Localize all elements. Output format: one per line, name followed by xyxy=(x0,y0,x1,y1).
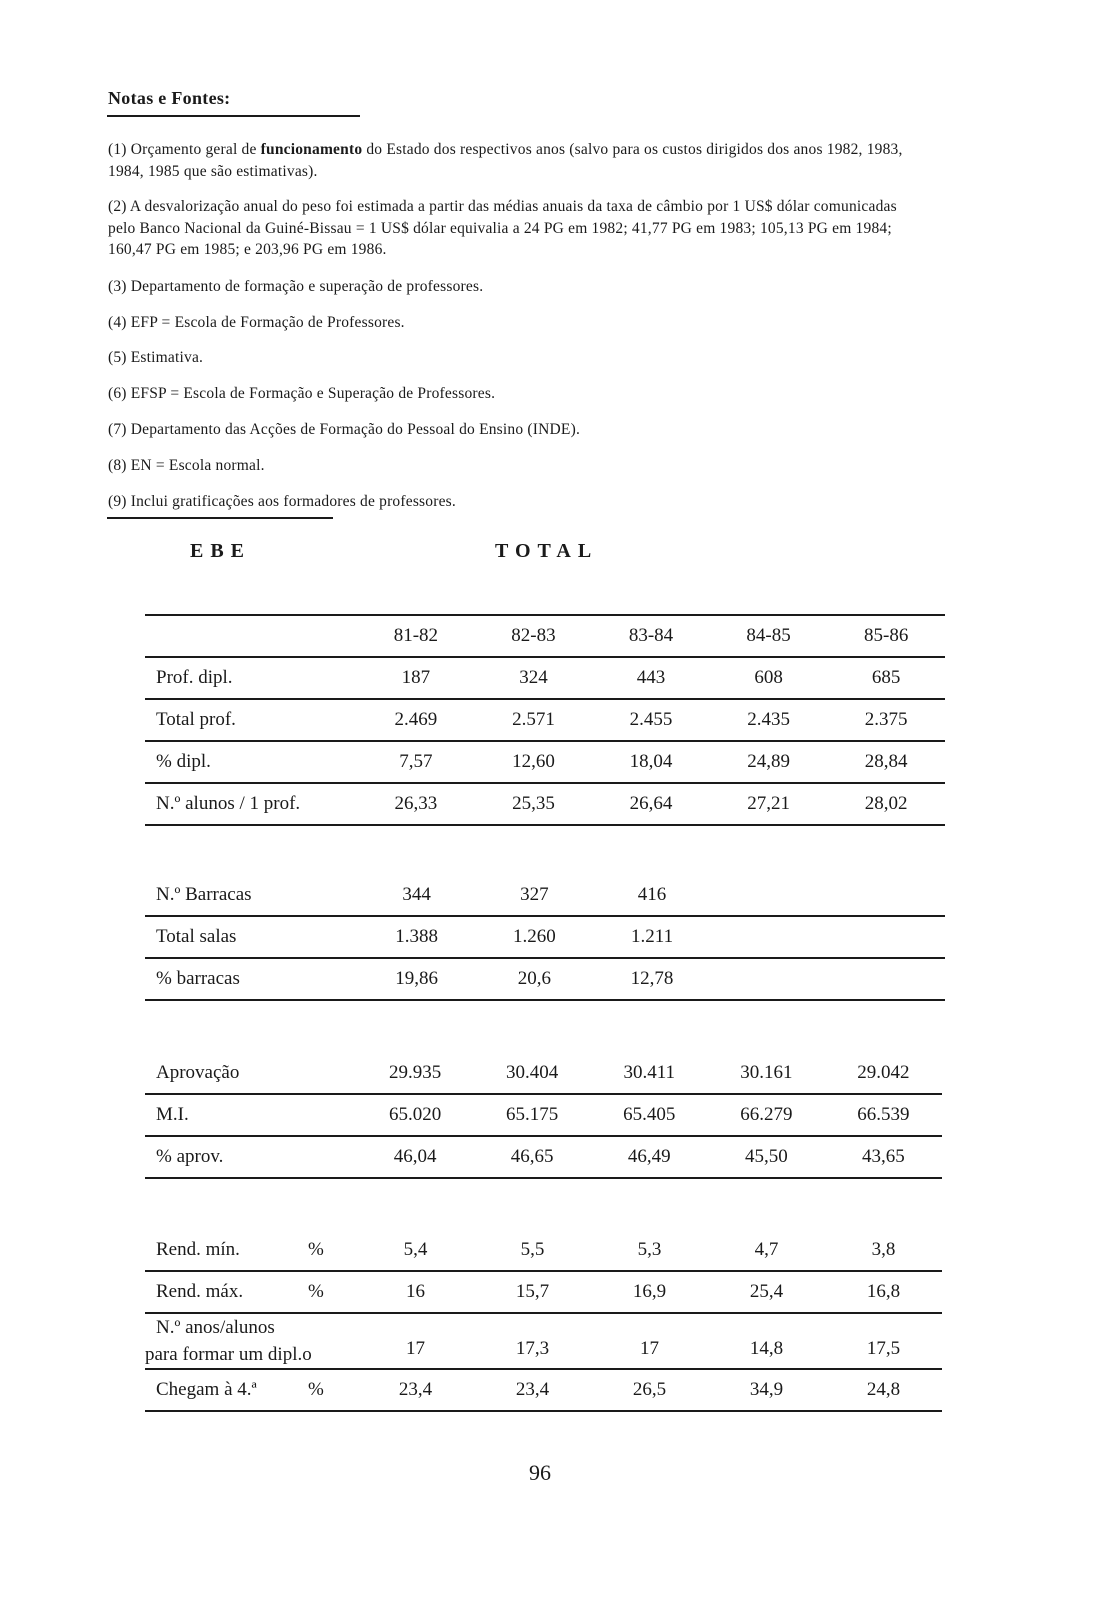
table-cell: 14,8 xyxy=(708,1313,825,1369)
table-row xyxy=(145,783,945,825)
table-cell: 5,5 xyxy=(474,1230,591,1271)
unit-label: % xyxy=(308,1379,324,1400)
row-label: % dipl. xyxy=(145,741,357,783)
table-cell xyxy=(711,875,828,916)
table-cell: 81-82 xyxy=(357,615,475,657)
table-cell: 30.161 xyxy=(708,1053,825,1094)
row-label: Total salas xyxy=(145,916,358,958)
table-cell: 66.539 xyxy=(825,1094,942,1136)
table-cell: 26,33 xyxy=(357,783,475,825)
note-1 xyxy=(108,139,903,182)
table-cell: 416 xyxy=(593,875,711,916)
table-cell: 19,86 xyxy=(358,958,476,1000)
table-cell: 85-86 xyxy=(827,615,945,657)
note-text: do Estado dos respectivos anos (salvo para os custos dirigidos dos anos 1982, 1983, 1984, 1985 que são estimativas). xyxy=(108,141,903,180)
unit-label: % xyxy=(308,1239,324,1260)
table-cell: 18,04 xyxy=(592,741,710,783)
page-number: 96 xyxy=(529,1460,551,1485)
table-cell: 28,84 xyxy=(827,741,945,783)
table-cell: 20,6 xyxy=(475,958,593,1000)
table-cell: 46,04 xyxy=(357,1136,474,1178)
table-cell: 5,3 xyxy=(591,1230,708,1271)
table-cell: 7,57 xyxy=(357,741,475,783)
table-row xyxy=(145,1230,942,1271)
table-cell: 65.020 xyxy=(357,1094,474,1136)
table-row xyxy=(145,958,945,1000)
table-row xyxy=(145,615,945,657)
table-cell: 30.404 xyxy=(474,1053,591,1094)
table-cell: 16,8 xyxy=(825,1271,942,1313)
table-cell xyxy=(828,875,945,916)
table-row xyxy=(145,916,945,958)
table-row xyxy=(145,741,945,783)
table-cell: 28,02 xyxy=(827,783,945,825)
note-text: (1) Orçamento geral de xyxy=(108,141,261,158)
table-cell: 15,7 xyxy=(474,1271,591,1313)
row-label: M.I. xyxy=(145,1094,357,1136)
table-cell: 29.935 xyxy=(357,1053,474,1094)
table-cell: 26,64 xyxy=(592,783,710,825)
approval-table xyxy=(145,1053,942,1179)
note-3: (3) Departamento de formação e superação de professores. xyxy=(108,278,484,295)
table-cell: 66.279 xyxy=(708,1094,825,1136)
table-cell: 4,7 xyxy=(708,1230,825,1271)
barracks-table xyxy=(145,875,945,1001)
table-cell: 83-84 xyxy=(592,615,710,657)
note-4: (4) EFP = Escola de Formação de Professores. xyxy=(108,314,405,331)
table-cell: 2.455 xyxy=(592,699,710,741)
table-cell: 16,9 xyxy=(591,1271,708,1313)
heading-ebe: EBE xyxy=(190,540,252,562)
table-cell: 12,78 xyxy=(593,958,711,1000)
label-text: N.º anos/alunos xyxy=(156,1317,275,1338)
table-cell: 2.469 xyxy=(357,699,475,741)
table-cell: 443 xyxy=(592,657,710,699)
label-text: Chegam à 4.ª xyxy=(156,1379,257,1400)
table-cell: 30.411 xyxy=(591,1053,708,1094)
table-cell: 25,4 xyxy=(708,1271,825,1313)
table-row xyxy=(145,1094,942,1136)
notes-title: Notas e Fontes: xyxy=(108,88,231,108)
table-cell: 24,8 xyxy=(825,1369,942,1411)
table-row xyxy=(145,1369,942,1411)
table-cell xyxy=(711,958,828,1000)
table-cell: 34,9 xyxy=(708,1369,825,1411)
table-cell: 324 xyxy=(475,657,593,699)
table-row xyxy=(145,1053,942,1094)
table-row xyxy=(145,657,945,699)
row-label xyxy=(145,615,357,657)
table-cell: 3,8 xyxy=(825,1230,942,1271)
note-5: (5) Estimativa. xyxy=(108,349,204,366)
table-cell: 24,89 xyxy=(710,741,828,783)
row-label: Aprovação xyxy=(145,1053,357,1094)
table-cell: 65.175 xyxy=(474,1094,591,1136)
table-cell: 2.375 xyxy=(827,699,945,741)
table-cell: 608 xyxy=(710,657,828,699)
table-cell: 12,60 xyxy=(475,741,593,783)
row-label xyxy=(145,1230,357,1271)
table-cell: 5,4 xyxy=(357,1230,474,1271)
table-cell: 46,49 xyxy=(591,1136,708,1178)
table-cell: 43,65 xyxy=(825,1136,942,1178)
row-label xyxy=(145,1369,357,1411)
heading-total: TOTAL xyxy=(495,540,599,562)
table-cell: 16 xyxy=(357,1271,474,1313)
table-cell: 25,35 xyxy=(475,783,593,825)
table-cell: 17 xyxy=(591,1313,708,1369)
table-cell: 46,65 xyxy=(474,1136,591,1178)
table-cell: 2.571 xyxy=(475,699,593,741)
table-cell: 344 xyxy=(358,875,476,916)
notes-underline xyxy=(107,517,333,519)
row-label: N.º Barracas xyxy=(145,875,358,916)
table-cell: 1.260 xyxy=(475,916,593,958)
table-cell: 17,5 xyxy=(825,1313,942,1369)
note-2: (2) A desvalorização anual do peso foi estimada a partir das médias anuais da taxa de câmbio por 1 US$ dólar comunicadas pelo Banco Nacional da Guiné-Bissau = 1 US$ dólar equivalia a 24 PG em 1982; 41,77 PG em 1983; 105,13 PG em 1984; 160,47 PG em 1985; e 203,96 PG em 1986. xyxy=(108,198,897,258)
note-8: (8) EN = Escola normal. xyxy=(108,457,265,474)
title-underline xyxy=(107,115,360,117)
table-cell: 65.405 xyxy=(591,1094,708,1136)
table-cell: 23,4 xyxy=(357,1369,474,1411)
table-cell xyxy=(828,958,945,1000)
table-row xyxy=(145,1136,942,1178)
label-text: Rend. mín. xyxy=(156,1239,240,1260)
teachers-table xyxy=(145,614,945,826)
note-7: (7) Departamento das Acções de Formação do Pessoal do Ensino (INDE). xyxy=(108,421,581,438)
table-cell: 17,3 xyxy=(474,1313,591,1369)
table-cell: 27,21 xyxy=(710,783,828,825)
row-label: % barracas xyxy=(145,958,358,1000)
table-cell: 327 xyxy=(475,875,593,916)
table-row xyxy=(145,1313,942,1369)
note-6: (6) EFSP = Escola de Formação e Superação de Professores. xyxy=(108,385,496,402)
table-row xyxy=(145,699,945,741)
table-cell: 23,4 xyxy=(474,1369,591,1411)
table-cell: 1.388 xyxy=(358,916,476,958)
row-label: % aprov. xyxy=(145,1136,357,1178)
table-cell: 29.042 xyxy=(825,1053,942,1094)
note-bold: funcionamento xyxy=(260,141,363,158)
row-label: Total prof. xyxy=(145,699,357,741)
table-cell xyxy=(711,916,828,958)
table-cell xyxy=(828,916,945,958)
table-cell: 187 xyxy=(357,657,475,699)
row-label xyxy=(145,1271,357,1313)
row-label: N.º alunos / 1 prof. xyxy=(145,783,357,825)
label-text: Rend. máx. xyxy=(156,1281,244,1302)
table-cell: 84-85 xyxy=(710,615,828,657)
table-cell: 685 xyxy=(827,657,945,699)
table-row xyxy=(145,1271,942,1313)
yield-table xyxy=(145,1230,942,1412)
row-label xyxy=(145,1313,357,1369)
table-row xyxy=(145,875,945,916)
note-9: (9) Inclui gratificações aos formadores de professores. xyxy=(108,493,456,510)
table-cell: 1.211 xyxy=(593,916,711,958)
table-cell: 17 xyxy=(357,1313,474,1369)
row-label: Prof. dipl. xyxy=(145,657,357,699)
table-cell: 82-83 xyxy=(475,615,593,657)
table-cell: 2.435 xyxy=(710,699,828,741)
unit-label: % xyxy=(308,1281,324,1302)
label-text-2: para formar um dipl.o xyxy=(145,1344,312,1365)
table-cell: 45,50 xyxy=(708,1136,825,1178)
table-cell: 26,5 xyxy=(591,1369,708,1411)
